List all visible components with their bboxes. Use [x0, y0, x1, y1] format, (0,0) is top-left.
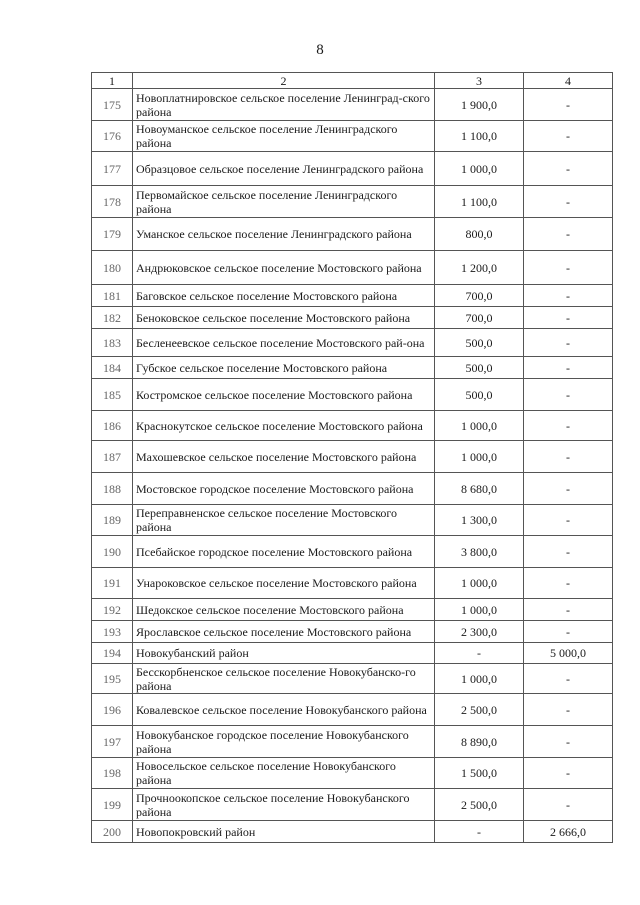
amount-col3: 3 800,0: [435, 536, 524, 568]
amount-col4: 5 000,0: [524, 643, 613, 664]
settlement-name: Уманское сельское поселение Ленинградского района: [133, 218, 435, 251]
amount-col3: 1 000,0: [435, 664, 524, 694]
table-row: [92, 307, 613, 329]
table-row: [92, 357, 613, 379]
settlement-name: Переправненское сельское поселение Мостовского района: [133, 505, 435, 536]
table-row: [92, 505, 613, 536]
table-row: [92, 726, 613, 758]
row-number: 190: [92, 536, 133, 568]
table-row: [92, 789, 613, 821]
amount-col3: 1 300,0: [435, 505, 524, 536]
header-col-4: 4: [524, 73, 613, 89]
row-number: 192: [92, 599, 133, 621]
amount-col4: -: [524, 218, 613, 251]
amount-col4: -: [524, 568, 613, 599]
settlement-name: Краснокутское сельское поселение Мостовского района: [133, 411, 435, 441]
amount-col3: 1 000,0: [435, 152, 524, 186]
amount-col3: 2 500,0: [435, 694, 524, 726]
amount-col3: 1 900,0: [435, 89, 524, 121]
table-row: [92, 664, 613, 694]
amount-col3: 1 000,0: [435, 411, 524, 441]
amount-col3: 1 100,0: [435, 186, 524, 218]
amount-col3: 8 890,0: [435, 726, 524, 758]
row-number: 182: [92, 307, 133, 329]
table-row: [92, 568, 613, 599]
amount-col4: -: [524, 121, 613, 152]
settlement-name: Унароковское сельское поселение Мостовского района: [133, 568, 435, 599]
row-number: 199: [92, 789, 133, 821]
amount-col3: 2 300,0: [435, 621, 524, 643]
row-number: 198: [92, 758, 133, 789]
settlement-name: Губское сельское поселение Мостовского района: [133, 357, 435, 379]
row-number: 181: [92, 285, 133, 307]
table-row: [92, 758, 613, 789]
table-row: [92, 285, 613, 307]
settlement-name: Новоуманское сельское поселение Ленинградского района: [133, 121, 435, 152]
amount-col4: -: [524, 473, 613, 505]
amount-col3: -: [435, 643, 524, 664]
settlement-name: Псебайское городское поселение Мостовского района: [133, 536, 435, 568]
header-col-2: 2: [133, 73, 435, 89]
table-row: [92, 152, 613, 186]
row-number: 183: [92, 329, 133, 357]
row-number: 184: [92, 357, 133, 379]
amount-col4: -: [524, 694, 613, 726]
amount-col3: 1 000,0: [435, 599, 524, 621]
table-row: [92, 441, 613, 473]
table-row: [92, 379, 613, 411]
amount-col3: 500,0: [435, 357, 524, 379]
settlement-name: Новоплатнировское сельское поселение Ленинград-ского района: [133, 89, 435, 121]
settlement-name: Беноковское сельское поселение Мостовского района: [133, 307, 435, 329]
table-row: [92, 186, 613, 218]
settlement-name: Мостовское городское поселение Мостовского района: [133, 473, 435, 505]
table-row: [92, 411, 613, 441]
settlement-name: Прочноокопское сельское поселение Новокубанского района: [133, 789, 435, 821]
table-row: [92, 536, 613, 568]
amount-col4: -: [524, 307, 613, 329]
amount-col4: -: [524, 789, 613, 821]
settlement-name: Андрюковское сельское поселение Мостовского района: [133, 251, 435, 285]
amount-col3: 500,0: [435, 329, 524, 357]
settlement-name: Новокубанский район: [133, 643, 435, 664]
table-row: [92, 89, 613, 121]
amount-col4: -: [524, 441, 613, 473]
amount-col3: 1 500,0: [435, 758, 524, 789]
amount-col4: -: [524, 357, 613, 379]
amount-col4: -: [524, 329, 613, 357]
row-number: 187: [92, 441, 133, 473]
amount-col3: 700,0: [435, 285, 524, 307]
amount-col3: 1 200,0: [435, 251, 524, 285]
amount-col4: -: [524, 726, 613, 758]
table-row: [92, 121, 613, 152]
amount-col3: 1 000,0: [435, 568, 524, 599]
row-number: 196: [92, 694, 133, 726]
row-number: 194: [92, 643, 133, 664]
amount-col4: -: [524, 505, 613, 536]
row-number: 200: [92, 821, 133, 843]
amount-col4: -: [524, 599, 613, 621]
header-col-1: 1: [92, 73, 133, 89]
amount-col3: 1 000,0: [435, 441, 524, 473]
table-body: [92, 73, 613, 843]
row-number: 197: [92, 726, 133, 758]
row-number: 188: [92, 473, 133, 505]
table-row: [92, 621, 613, 643]
settlement-name: Бесскорбненское сельское поселение Новокубанско-го района: [133, 664, 435, 694]
row-number: 179: [92, 218, 133, 251]
row-number: 176: [92, 121, 133, 152]
settlement-name: Костромское сельское поселение Мостовского района: [133, 379, 435, 411]
settlement-name: Бесленеевское сельское поселение Мостовского рай-она: [133, 329, 435, 357]
settlement-name: Новосельское сельское поселение Новокубанского района: [133, 758, 435, 789]
page-number: 8: [316, 42, 324, 58]
amount-col4: -: [524, 285, 613, 307]
amount-col3: 500,0: [435, 379, 524, 411]
row-number: 191: [92, 568, 133, 599]
amount-col3: -: [435, 821, 524, 843]
amount-col4: -: [524, 411, 613, 441]
amount-col4: -: [524, 379, 613, 411]
amount-col4: -: [524, 89, 613, 121]
amount-col3: 2 500,0: [435, 789, 524, 821]
row-number: 180: [92, 251, 133, 285]
settlement-name: Баговское сельское поселение Мостовского района: [133, 285, 435, 307]
amount-col4: -: [524, 536, 613, 568]
amount-col4: -: [524, 251, 613, 285]
allocation-table: [91, 72, 613, 843]
amount-col4: 2 666,0: [524, 821, 613, 843]
settlement-name: Образцовое сельское поселение Ленинградского района: [133, 152, 435, 186]
table-row: [92, 251, 613, 285]
table-row: [92, 218, 613, 251]
row-number: 195: [92, 664, 133, 694]
settlement-name: Новопокровский район: [133, 821, 435, 843]
table-row: [92, 599, 613, 621]
table-row: [92, 329, 613, 357]
amount-col3: 8 680,0: [435, 473, 524, 505]
table-header-row: [92, 73, 613, 89]
table-row: [92, 643, 613, 664]
table-row: [92, 473, 613, 505]
amount-col4: -: [524, 664, 613, 694]
amount-col4: -: [524, 758, 613, 789]
settlement-name: Ярославское сельское поселение Мостовского района: [133, 621, 435, 643]
amount-col3: 800,0: [435, 218, 524, 251]
row-number: 193: [92, 621, 133, 643]
settlement-name: Новокубанское городское поселение Новокубанского района: [133, 726, 435, 758]
row-number: 186: [92, 411, 133, 441]
amount-col4: -: [524, 186, 613, 218]
row-number: 189: [92, 505, 133, 536]
amount-col4: -: [524, 152, 613, 186]
amount-col3: 700,0: [435, 307, 524, 329]
amount-col3: 1 100,0: [435, 121, 524, 152]
settlement-name: Махошевское сельское поселение Мостовского района: [133, 441, 435, 473]
table-row: [92, 821, 613, 843]
settlement-name: Шедокское сельское поселение Мостовского района: [133, 599, 435, 621]
settlement-name: Ковалевское сельское поселение Новокубанского района: [133, 694, 435, 726]
table-row: [92, 694, 613, 726]
row-number: 178: [92, 186, 133, 218]
header-col-3: 3: [435, 73, 524, 89]
row-number: 175: [92, 89, 133, 121]
row-number: 177: [92, 152, 133, 186]
settlement-name: Первомайское сельское поселение Ленинградского района: [133, 186, 435, 218]
amount-col4: -: [524, 621, 613, 643]
row-number: 185: [92, 379, 133, 411]
